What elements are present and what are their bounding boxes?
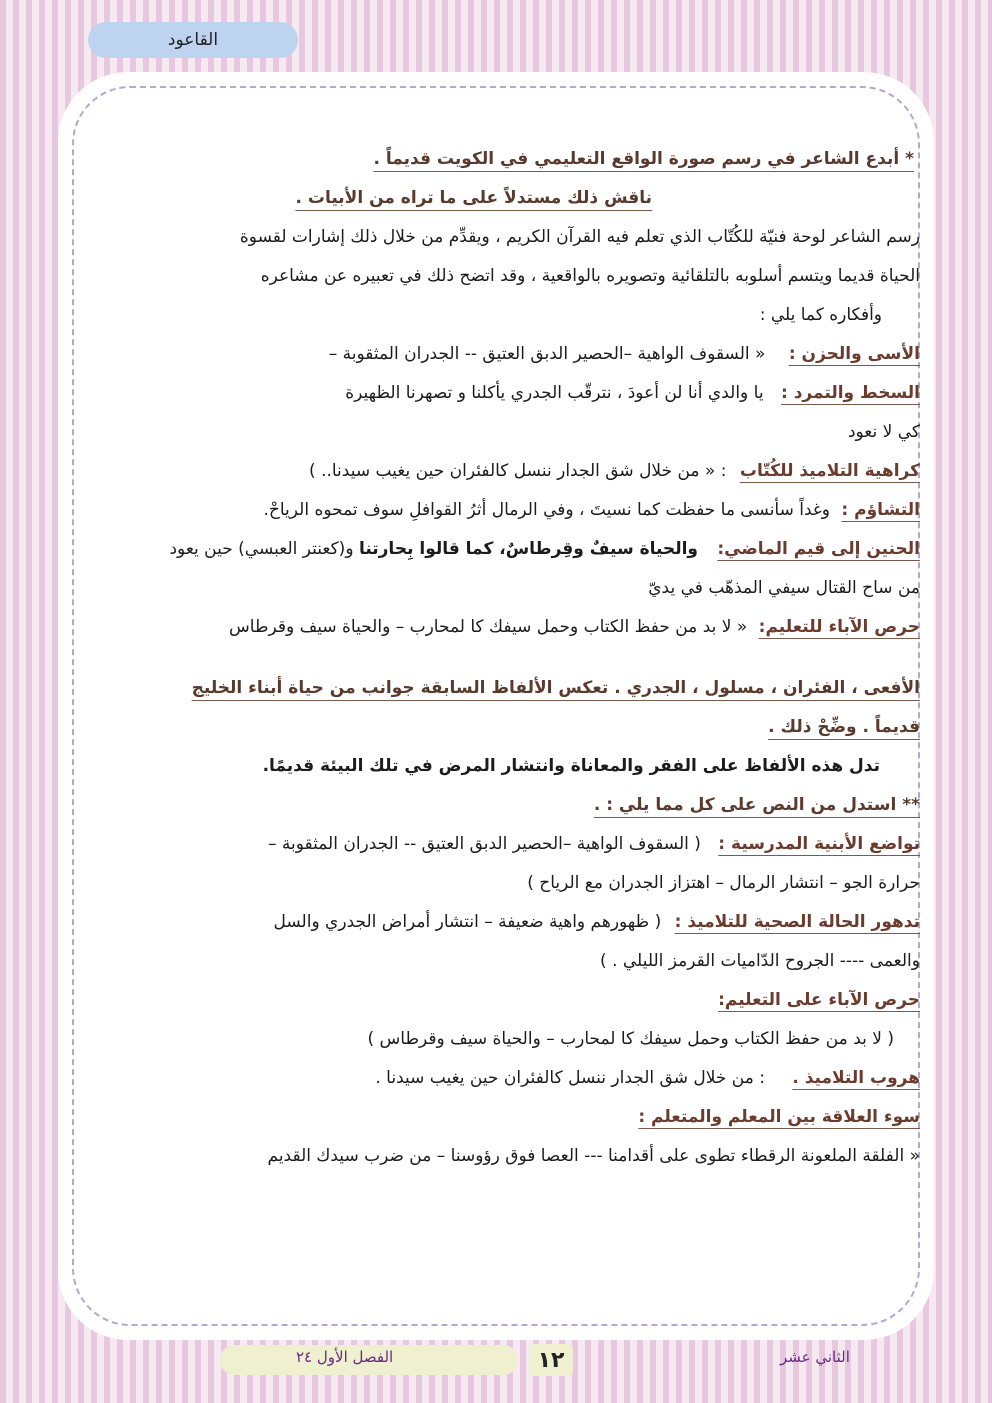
feeling-row xyxy=(80,452,920,491)
answer-1-line-1: رسم الشاعر لوحة فنيّة للكُتّاب الذي تعلم فيه القرآن الكريم ، ويقدِّم من خلال ذلك إشارات لقسوة xyxy=(239,227,920,247)
answer-1-line-3: وأفكاره كما يلي : xyxy=(759,305,882,325)
page-number-text: ١٢ xyxy=(537,1347,565,1373)
evidence-text: ( ظهورهم واهية ضعيفة – انتشار أمراض الجدري والسل xyxy=(273,912,662,932)
feeling-row xyxy=(80,335,920,374)
feeling-label: التشاؤم : xyxy=(841,500,920,520)
evidence-row xyxy=(80,825,920,864)
spacer xyxy=(80,647,920,669)
feeling-row xyxy=(80,491,920,530)
feeling-label: الأسى والحزن : xyxy=(788,344,920,364)
footer-term: الفصل الأول ٢٤ xyxy=(296,1348,394,1366)
feeling-row xyxy=(80,374,920,413)
evidence-cont: حرارة الجو – انتشار الرمال – اهتزاز الجدران مع الرياح ) xyxy=(527,873,920,893)
question-1-line-2: ناقش ذلك مستدلاً على ما تراه من الأبيات . xyxy=(295,188,652,208)
feeling-label: كراهية التلاميذ للكُتّاب xyxy=(739,461,920,481)
question-3-title: ** استدل من النص على كل مما يلي : . xyxy=(593,795,920,815)
evidence-label: تواضع الأبنية المدرسية : xyxy=(718,834,920,854)
evidence-text: : من خلال شق الجدار ننسل كالفئران حين يغيب سيدنا . xyxy=(375,1068,765,1088)
answer-1-line-2: الحياة قديما ويتسم أسلوبه بالتلقائية وتصويره بالواقعية ، وقد اتضح ذلك في تعبيره عن مشاعره xyxy=(260,266,920,286)
evidence-label: سوء العلاقة بين المعلم والمتعلم : xyxy=(638,1107,920,1127)
content xyxy=(80,140,920,1176)
question-1-line-1: * أبدع الشاعر في رسم صورة الواقع التعليمي في الكويت قديماً . xyxy=(373,149,914,169)
nostalgia-rest: و(كعنتر العبسي) حين يعود xyxy=(169,539,354,559)
feeling-text: وغداً سأنسى ما حفظت كما نسيتَ ، وفي الرمال أثرُ القوافلِ سوف تمحوه الرياحْ. xyxy=(263,500,831,520)
feeling-text: يا والدي أنا لن أعودَ ، نترقّب الجدري يأكلنا و تصهرنا الظهيرة xyxy=(345,383,764,403)
page-number xyxy=(529,1344,573,1376)
evidence-label: هروب التلاميذ . xyxy=(792,1068,920,1088)
question-1-cont xyxy=(80,179,920,218)
evidence-row xyxy=(80,981,920,1020)
evidence-text: « الفلقة الملعونة الرقطاء تطوى على أقدامنا --- العصا فوق رؤوسنا – من ضرب سيدك القديم xyxy=(267,1146,920,1166)
question-2 xyxy=(80,669,920,708)
question-3 xyxy=(80,786,920,825)
footer-grade: الثاني عشر xyxy=(780,1348,850,1366)
page-title: القاعود xyxy=(167,30,219,50)
evidence-label: حرص الآباء على التعليم: xyxy=(718,990,920,1010)
evidence-row xyxy=(80,1098,920,1137)
nostalgia-cont: من ساح القتال سيفي المذهّب في يديّ xyxy=(648,578,920,598)
parents-label: حرص الآباء للتعليم: xyxy=(758,617,920,637)
nostalgia-label: الحنين إلى قيم الماضي: xyxy=(717,539,920,559)
evidence-label: تدهور الحالة الصحية للتلاميذ : xyxy=(674,912,920,932)
feeling-text: « السقوف الواهية –الحصير الدبق العتيق -- الجدران المثقوبة – xyxy=(328,344,766,364)
question-1 xyxy=(80,140,920,179)
question-2-line-1: الأفعى ، الفئران ، مسلول ، الجدري . تعكس الألفاظ السابقة جوانب من حياة أبناء الخليج xyxy=(191,678,920,698)
feeling-text: كي لا نعود xyxy=(847,422,920,442)
question-2-cont xyxy=(80,708,920,747)
parents-row xyxy=(80,608,920,647)
question-2-line-2: قديماً . وضِّحْ ذلك . xyxy=(768,717,920,737)
feeling-text: : « من خلال شق الجدار ننسل كالفئران حين يغيب سيدنا.. ) xyxy=(309,461,727,481)
evidence-text: ( السقوف الواهية –الحصير الدبق العتيق -- الجدران المثقوبة – xyxy=(267,834,701,854)
answer-2: تدل هذه الألفاظ على الفقر والمعاناة وانتشار المرض في تلك البيئة قديمًا. xyxy=(262,756,880,776)
page-title-tab xyxy=(88,22,298,58)
nostalgia-bold: والحياة سيفٌ وقِرطاسٌ، كما قالوا بِحارتنا xyxy=(358,539,698,559)
evidence-text: ( لا بد من حفظ الكتاب وحمل سيفك كا لمحارب – والحياة سيف وقرطاس ) xyxy=(367,1029,894,1049)
parents-text: « لا بد من حفظ الكتاب وحمل سيفك كا لمحارب – والحياة سيف وقرطاس xyxy=(229,617,748,637)
evidence-row xyxy=(80,1059,920,1098)
evidence-cont: والعمى ---- الجروح الدّاميات القرمز الليلي . ) xyxy=(600,951,920,971)
feeling-label: السخط والتمرد : xyxy=(780,383,920,403)
nostalgia-row xyxy=(80,530,920,569)
evidence-row xyxy=(80,903,920,942)
feeling-row xyxy=(80,413,920,452)
